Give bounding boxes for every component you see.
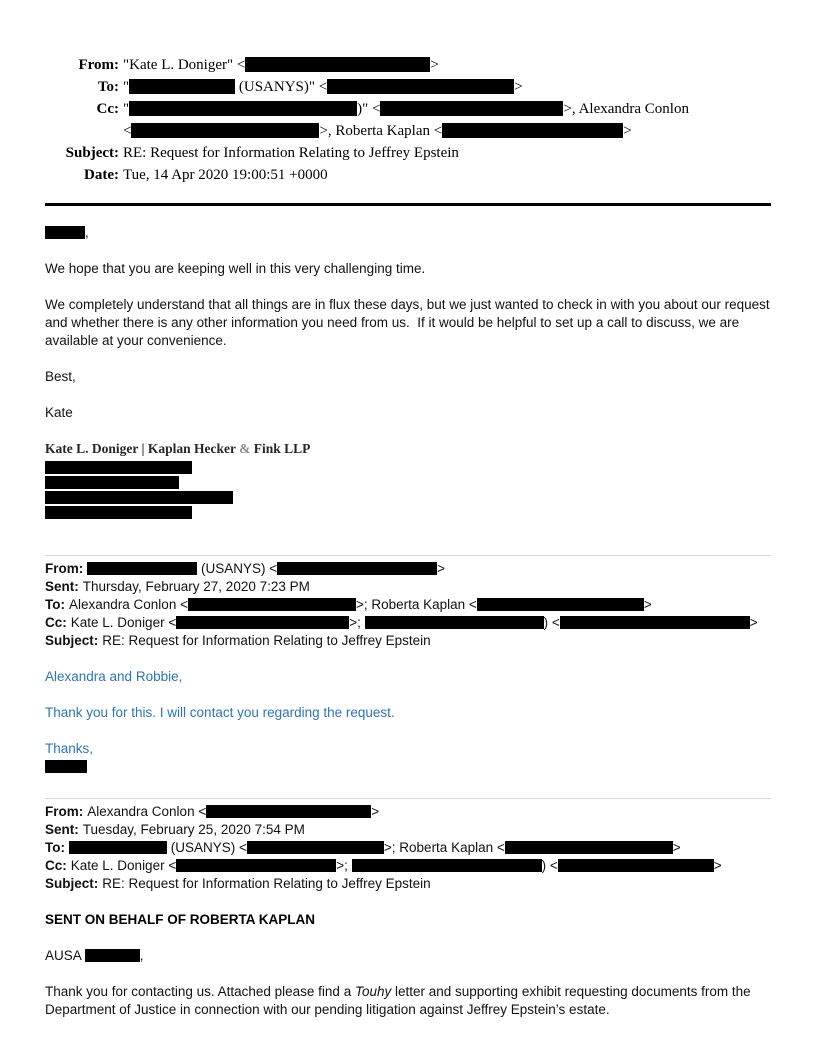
text-segment: (USANYS)" < [235,79,328,95]
quoted-email-separator-2 [45,798,771,799]
field-value-subject [102,633,430,648]
header-field-to [45,839,771,857]
field-value-to [69,597,652,612]
header-field-sent [45,821,771,839]
redaction-bar [45,506,192,519]
text-segment: > [430,57,439,73]
header-field-subject [45,632,771,650]
text-segment: ) < [543,615,560,630]
field-value-cc [71,615,758,630]
redaction-bar [477,598,644,611]
text-segment: Kate L. Doniger < [70,615,177,630]
text-segment: >, Alexandra Conlon [563,101,689,117]
closing-line: Best, [45,369,76,384]
text-segment: >; [336,858,352,873]
field-label-from: From: [45,561,84,576]
field-value-cc [123,98,767,142]
field-label-cc: Cc: [96,101,119,117]
ausa-greeting-line [45,947,771,965]
header-field-sent [45,578,771,596]
text-segment: (USANYS) < [197,561,278,576]
header-field-date [45,164,771,186]
redaction-bar [277,562,437,575]
field-value-from [87,561,445,576]
field-label-to: To: [97,79,119,95]
field-value-sent [83,579,310,594]
field-label-subject: Subject: [65,145,119,161]
text-segment: >; Roberta Kaplan < [355,597,477,612]
greeting-line [45,224,771,242]
text-segment: RE: Request for Information Relating to Jeffrey Epstein [102,633,431,648]
redaction-bar [87,562,197,575]
field-value-sent [83,822,305,837]
text-segment: Fink LLP [250,441,311,456]
text-segment: > [623,123,632,139]
header-field-cc [45,614,771,632]
text-segment: < [123,123,132,139]
header-field-subject [45,875,771,893]
text-segment: RE: Request for Information Relating to Jeffrey Epstein [102,876,431,891]
field-value-subject [102,876,430,891]
text-segment: > [749,615,758,630]
field-label-from: From: [45,804,84,819]
text-segment: > [514,79,523,95]
text-segment: Thank you for contacting us. Attached please find a [45,984,355,999]
text-segment: Thursday, February 27, 2020 7:23 PM [82,579,310,594]
field-label-cc: Cc: [45,615,67,630]
redaction-bar [327,79,514,94]
field-label-sent: Sent: [45,579,79,594]
header-divider-rule [45,203,771,206]
header-field-cc [45,857,771,875]
text-segment: (USANYS) < [167,840,247,855]
header-field-to [45,76,771,98]
text-segment: >, Roberta Kaplan < [319,123,443,139]
redaction-bar [45,226,85,239]
text-segment: Alexandra Conlon < [87,804,207,819]
reply-thanks [45,740,771,776]
body-paragraph-1: We hope that you are keeping well in this very challenging time. [45,261,426,276]
redaction-bar [380,101,563,116]
redaction-bar [176,616,349,629]
text-segment: Tue, 14 Apr 2020 19:00:51 +0000 [123,167,328,183]
header-field-from [45,803,771,821]
redaction-bar [188,598,356,611]
text-segment: > [672,840,681,855]
text-segment: Alexandra Conlon < [69,597,188,612]
text-segment: > [643,597,652,612]
redaction-bar [365,616,544,629]
quoted-email-1-header [45,560,771,650]
field-value-subject [123,142,767,164]
field-value-from [123,54,767,76]
text-segment: "Kate L. Doniger" < [123,57,246,73]
field-value-to [123,76,767,98]
field-label-date: Date: [84,167,119,183]
text-segment: Kate L. Doniger < [70,858,177,873]
field-label-subject: Subject: [45,633,99,648]
email-header [45,54,771,186]
text-segment: & [239,441,251,456]
redaction-bar [69,841,167,854]
text-segment: AUSA [45,948,85,963]
text-segment: )" < [357,101,381,117]
sender-name-line: Kate [45,405,73,420]
redaction-bar [247,841,384,854]
field-value-from [87,804,379,819]
field-label-to: To: [45,597,65,612]
text-segment: RE: Request for Information Relating to Jeffrey Epstein [123,145,459,161]
quoted-email-separator-1 [45,555,771,556]
redaction-bar [129,101,357,116]
redaction-bar [206,805,371,818]
touhy-letter-paragraph [45,983,771,1019]
redaction-bar [45,760,87,773]
field-value-to [69,840,681,855]
text-segment: >; Roberta Kaplan < [383,840,505,855]
field-label-sent: Sent: [45,822,79,837]
field-label-to: To: [45,840,65,855]
header-field-subject [45,142,771,164]
header-field-from [45,54,771,76]
redaction-bar [245,57,430,72]
text-segment: , [139,948,144,963]
signature-redacted-block [45,461,771,519]
redaction-bar [560,616,750,629]
text-segment: > [437,561,446,576]
redaction-bar [45,491,233,504]
field-value-cc [71,858,722,873]
redaction-bar [505,841,673,854]
field-value-date [123,164,767,186]
text-segment: Kate L. Doniger | Kaplan Hecker [45,441,240,456]
text-segment: " [123,79,130,95]
redaction-bar [176,859,336,872]
text-segment: ) < [541,858,558,873]
text-segment: > [713,858,722,873]
text-segment: > [371,804,380,819]
redaction-bar [129,79,235,94]
body-paragraph-2: We completely understand that all things are in flux these days, but we just wanted to check in with you about our request and whether there is any other information you need from us. If it would be helpful to set up a call to discuss, we are available at your convenience. [45,297,774,348]
quoted-email-2-header [45,803,771,893]
signature-name-line [45,440,771,458]
text-segment: " [123,101,130,117]
reply-greeting: Alexandra and Robbie, [45,669,183,684]
field-label-from: From: [78,57,119,73]
text-segment: , [85,225,89,240]
redaction-bar [131,123,319,138]
field-label-subject: Subject: [45,876,99,891]
redaction-bar [85,949,140,962]
field-label-cc: Cc: [45,858,67,873]
text-segment: Tuesday, February 25, 2020 7:54 PM [82,822,305,837]
redaction-bar [558,859,714,872]
header-field-cc [45,98,771,142]
redaction-bar [442,123,623,138]
redaction-bar [45,461,192,474]
header-field-to [45,596,771,614]
header-field-from [45,560,771,578]
redaction-bar [45,476,179,489]
text-segment: >; [349,615,365,630]
text-segment: Touhy [354,984,392,999]
reply-body: Thank you for this. I will contact you regarding the request. [45,705,395,720]
text-segment: letter and supporting exhibit requesting documents from the Department of Justice in connection with our pending litigation against Jeffrey Epstein’s estate. [45,984,755,1017]
sent-on-behalf-line: SENT ON BEHALF OF ROBERTA KAPLAN [45,912,315,927]
redaction-bar [352,859,542,872]
text-segment: Thanks, [45,741,94,756]
